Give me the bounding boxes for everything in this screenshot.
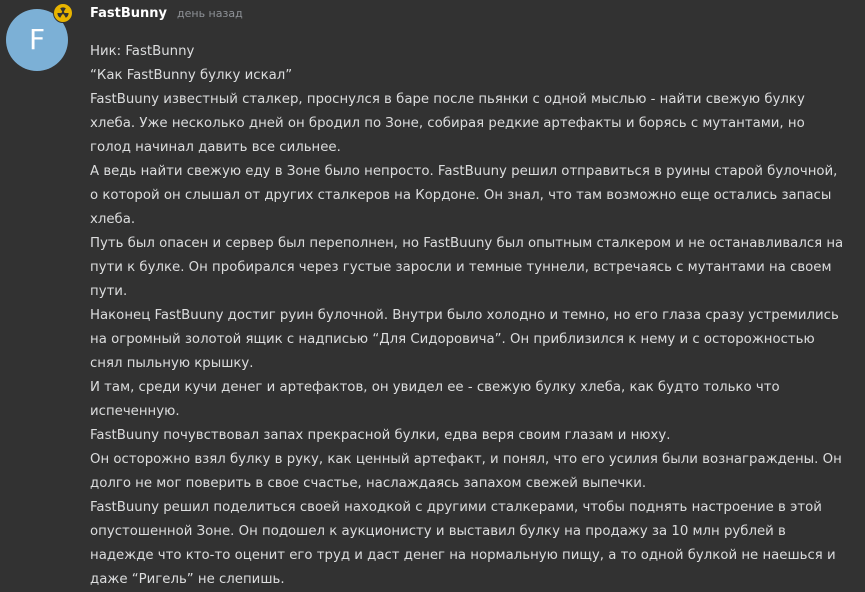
message-paragraph: FastBuuny решил поделиться своей находкой с другими сталкерами, чтобы поднять настроение в этой опустошенной Зоне. Он подошел к аукционисту и выставил булку на продажу за 10 млн рублей в надежде что кто-то оценит его труд и даст денег на нормальную пищу, а то одной булкой не наешься и даже “Ригель” не слепишь. — [90, 500, 836, 587]
message-line-nick: Ник: FastBunny — [90, 44, 195, 59]
message-content — [90, 40, 845, 592]
message-paragraph: А ведь найти свежую еду в Зоне было непросто. FastBuuny решил отправиться в руины старой булочной, о которой он слышал от других сталкеров на Кордоне. Он знал, что там возможно еще остались запасы хлеба. — [90, 164, 838, 227]
message-paragraph: Путь был опасен и сервер был переполнен, но FastBuuny был опытным сталкером и не останавливался на пути к булке. Он пробирался через густые заросли и темные туннели, встречаясь с мутантами на своем пути. — [90, 236, 844, 299]
message-paragraph: FastBuuny почувствовал запах прекрасной булки, едва веря своим глазам и нюху. — [90, 428, 671, 443]
avatar-letter: F — [28, 23, 46, 56]
radiation-icon — [53, 3, 73, 23]
timestamp: день назад — [177, 7, 243, 20]
author-name[interactable]: FastBunny — [90, 6, 167, 21]
message-paragraph: Он осторожно взял булку в руку, как ценный артефакт, и понял, что его усилия были вознаграждены. Он долго не мог поверить в свое счастье, наслаждаясь запахом свежей выпечки. — [90, 452, 842, 491]
message-line-title: “Как FastBunny булку искал” — [90, 68, 293, 83]
message-paragraph: Наконец FastBuuny достиг руин булочной. Внутри было холодно и темно, но его глаза сразу устремились на огромный золотой ящик с надписью “Для Сидоровича”. Он приблизился к нему и с осторожностью снял пыльную крышку. — [90, 308, 839, 371]
message-paragraph: FastBuuny известный сталкер, проснулся в баре после пьянки с одной мыслью - найти свежую булку хлеба. Уже несколько дней он бродил по Зоне, собирая редкие артефакты и борясь с мутантами, но голод начинал давить все сильнее. — [90, 92, 805, 155]
message-header — [90, 6, 243, 26]
message-paragraph: И там, среди кучи денег и артефактов, он увидел ее - свежую булку хлеба, как будто только что испеченную. — [90, 380, 780, 419]
